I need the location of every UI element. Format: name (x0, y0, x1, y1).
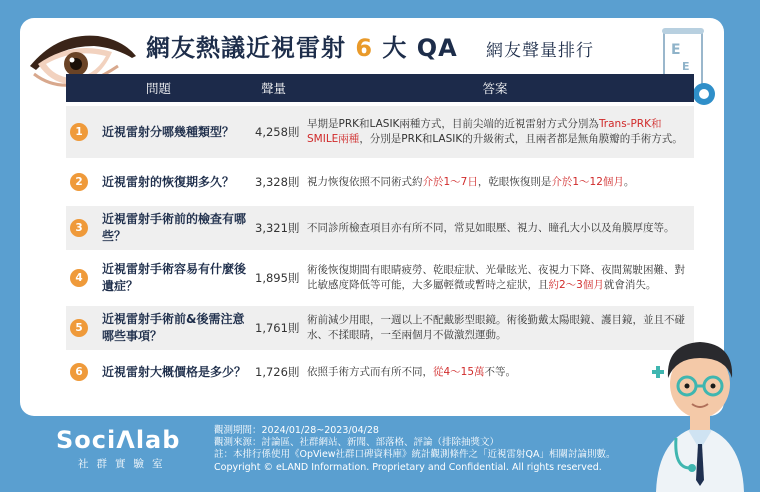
question-cell (66, 211, 251, 245)
table-row (66, 162, 694, 202)
rank-badge: 4 (70, 269, 88, 287)
rank-badge: 2 (70, 173, 88, 191)
answer-text: 視力恢復依照不同術式約 (307, 175, 423, 188)
question-text: 近視雷射分哪幾種類型？ (102, 124, 235, 139)
column-header-volume: 聲量 (260, 81, 286, 96)
table-row (66, 354, 694, 390)
rank-badge: 6 (70, 363, 88, 381)
answer-text: 依照手術方式而有所不同， (307, 365, 433, 378)
volume-cell: 4,258則 (255, 125, 300, 139)
copyright: Copyright © eLAND Information. Proprietary and Confidential. All rights reserved. (214, 461, 602, 473)
answer-cell (301, 215, 694, 242)
answer-cell (301, 307, 694, 349)
sociallab-logo (56, 426, 180, 471)
answer-highlight: 介於1～12個月 (551, 175, 624, 188)
answer-text: ，乾眼恢復則是 (477, 175, 552, 188)
answer-text: 就會消失。 (603, 279, 657, 291)
volume-cell: 3,328則 (255, 175, 300, 189)
page-subtitle: 網友聲量排行 (486, 41, 594, 61)
volume-cell: 1,895則 (255, 271, 300, 285)
volume-cell: 3,321則 (255, 221, 300, 235)
answer-highlight: 介於1～7日 (422, 175, 478, 188)
question-cell (66, 311, 251, 345)
table-row (66, 254, 694, 302)
answer-text: 早期是PRK和LASIK兩種方式，目前尖端的近視雷射方式分別為 (307, 118, 599, 130)
column-header-question: 問題 (145, 81, 171, 96)
answer-text: 。 (623, 175, 635, 188)
answer-cell (301, 169, 694, 196)
question-text: 近視雷射的恢復期多久？ (102, 174, 235, 189)
logo-wordmark: SociΛlab (56, 426, 181, 454)
svg-text:E: E (682, 60, 690, 73)
question-cell (66, 363, 251, 381)
answer-text: 不等。 (484, 365, 517, 378)
table-row (66, 306, 694, 350)
footer-notes (214, 425, 616, 474)
rank-badge: 1 (70, 123, 88, 141)
table-header (66, 74, 694, 102)
answer-text: 術後恢復期間有眼睛疲勞、乾眼症狀、光暈眩光、夜視力下降、夜間駕駛困難、對比敏感度降低等可能，大多屬輕微或暫時之症狀，且 (307, 264, 685, 291)
answer-cell (301, 111, 694, 153)
volume-cell: 1,761則 (255, 321, 300, 335)
answer-text: 不同診所檢查項目亦有所不同，常見如眼壓、視力、瞳孔大小以及角膜厚度等。 (307, 221, 675, 234)
logo-subtitle: 社群實驗室 (78, 458, 171, 470)
question-cell (66, 261, 251, 295)
answer-text: ，分別是PRK和LASIK的升級術式，且兩者都是無角膜瓣的手術方式。 (359, 133, 683, 145)
answer-highlight: 約2～3個月 (548, 279, 604, 291)
question-text: 近視雷射手術容易有什麼後遺症？ (102, 262, 247, 293)
footnote: 註：本排行係使用《OpView社群口碑資料庫》統計觀測條件之「近視雷射QA」相關討論則數。 (214, 449, 616, 461)
question-text: 近視雷射手術前的檢查有哪些？ (102, 212, 247, 243)
column-header-answer: 答案 (482, 81, 508, 96)
rank-badge: 5 (70, 319, 88, 337)
page-title: 網友熱議近視雷射 6 大 QA (146, 34, 458, 62)
answer-cell (301, 257, 694, 299)
rank-badge: 3 (70, 219, 88, 237)
volume-cell: 1,726則 (255, 365, 300, 379)
observation-period: 觀測期間：2024/01/28~2023/04/28 (214, 425, 379, 436)
doctor-icon (640, 318, 760, 492)
question-text: 近視雷射大概價格是多少？ (102, 364, 247, 379)
observation-source: 觀測來源：討論區、社群網站、新聞、部落格、評論（排除抽獎文） (214, 437, 500, 449)
question-cell (66, 173, 251, 191)
table-row (66, 106, 694, 158)
answer-text: 術前減少用眼，一週以上不配戴影型眼鏡。術後勤戴太陽眼鏡、護目鏡，並且不碰水、不揉眼睛，一至兩個月不做激烈運動。 (307, 314, 685, 341)
answer-highlight: 從4～15萬 (433, 365, 485, 378)
answer-highlight: Trans-PRK和SMILE兩種 (307, 118, 662, 145)
svg-text:E: E (671, 42, 681, 58)
question-cell (66, 123, 251, 141)
question-text: 近視雷射手術前&後需注意哪些事項？ (102, 312, 245, 343)
answer-cell (301, 359, 694, 386)
table-row (66, 206, 694, 250)
qa-table (66, 74, 694, 390)
